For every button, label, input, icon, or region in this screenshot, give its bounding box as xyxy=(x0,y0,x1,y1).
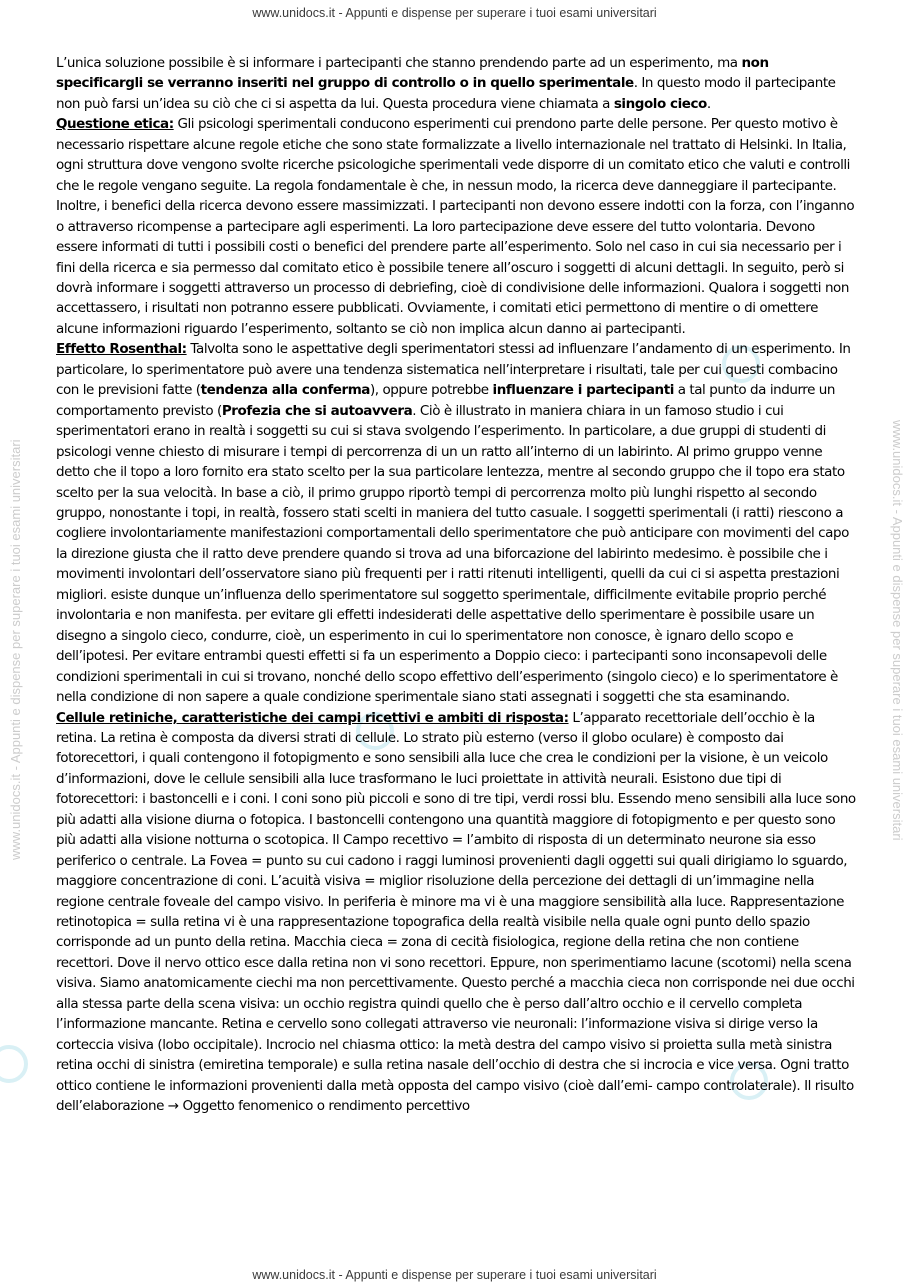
paragraph-text: . Ciò è illustrato in maniera chiara in un famoso studio i cui sperimentatori erano in realtà i soggetti su cui si stava svolgendo l’esperimento. In particolare, a due gruppi di studenti di psicologi venne chiesto di misurare i tempi di percorrenza di un un ratto all’interno di un labirinto. Al primo gruppo venne detto che il topo a loro fornito era stato scelto per la sua particolare lentezza, mentre al secondo gruppo che il topo era stato scelto per la sua velocità. In base a ciò, il primo gruppo riportò tempi di percorrenza molto più lunghi rispetto al secondo gruppo, nonostante i topi, in realtà, fossero stati scelti in maniera del tutto casuale. I soggetti sperimentali (i ratti) riescono a cogliere involontariamente manifestazioni comportamentali dello sperimentatore che può anticipare con movimenti del capo la direzione giusta che il ratto deve prendere quando si trova ad una biforcazione del labirinto medesimo. è possibile che i movimenti involontari dell’osservatore siano più frequenti per i ratti ritenuti intelligenti, quelli da cui ci si aspetta prestazioni migliori. esiste dunque un’influenza dello sperimentatore sul soggetto sperimentale, difficilmente evitabile proprio perché involontaria e non manifesta. per evitare gli effetti indesiderati delle aspettative dello sperimentare è possibile usare un disegno a singolo cieco, condurre, cioè, un esperimento in cui lo sperimentatore non conosce, è ignaro dello scopo e dell’ipotesi. Per evitare entrambi questi effetti si fa un esperimento a Doppio cieco: i partecipanti sono inconsapevoli delle condizioni sperimentali in cui si trovano, nonché dello scopo effettivo dell’esperimento (singolo cieco) e lo sperimentatore è nella condizione di non sapere a quale condizione sperimentale siano stati assegnati i soggetti che sta esaminando. xyxy=(56,402,849,706)
rosenthal-paragraph xyxy=(56,339,856,707)
page-header-watermark: www.unidocs.it - Appunti e dispense per superare i tuoi esami universitari xyxy=(252,6,657,20)
retina-paragraph xyxy=(56,708,856,1117)
paragraph-text: Talvolta sono le aspettative degli sperimentatori stessi ad influenzare l’andamento di un esperimento. In particolare, lo sperimentatore può avere una tendenza sistematica nell’interpretare i risultati, tale per cui questi combacino con le previsioni fatte ( xyxy=(56,341,851,399)
paragraph-text: L’unica soluzione possibile è si informare i partecipanti che stanno prendendo parte ad un esperimento, ma xyxy=(56,55,742,71)
paragraph-text: . xyxy=(706,95,711,112)
page-footer-watermark: www.unidocs.it - Appunti e dispense per superare i tuoi esami universitari xyxy=(252,1268,657,1282)
bold-text: tendenza alla conferma xyxy=(200,382,370,399)
side-watermark-right: www.unidocs.it - Appunti e dispense per superare i tuoi esami universitari xyxy=(890,420,905,841)
bold-text: Profezia che si autoavvera xyxy=(221,402,413,419)
section-heading-ethics: Questione etica: xyxy=(56,116,174,133)
paragraph-text: L’apparato recettoriale dell’occhio è la retina. La retina è composta da diversi strati di cellule. Lo strato più esterno (verso il globo oculare) è composto dai fotorecettori, i quali contengono il fotopigmento e sono sensibili alla luce che crea le condizioni per la visione, è un veicolo d’informazioni, dove le cellule sensibili alla luce trasformano le luci proiettate in attività neurali. Esistono due tipi di fotorecettori: i bastoncelli e i coni. I coni sono più piccoli e sono di tre tipi, verdi rossi blu. Essendo meno sensibili alla luce sono più adatti alla visione diurna o fotopica. I bastoncelli contengono una quantità maggiore di fotopigmento e per questo sono più adatti alla visione notturna o scotopica. Il Campo recettivo = l’ambito di risposta di un determinato neurone sia esso periferico o centrale. La Fovea = punto su cui cadono i raggi luminosi provenienti dagli oggetti sui quali dirigiamo lo sguardo, maggiore concentrazione di coni. L’acuità visiva = miglior risoluzione della percezione dei dettagli di un’immagine nella regione centrale foveale del campo visivo. In periferia è minore ma vi è una maggiore sensibilità alla luce. Rappresentazione retinotopica = sulla retina vi è una rappresentazione topografica della realtà visibile nella quale ogni punto dello spazio corrisponde ad un punto della retina. Macchia cieca = zona di cecità fisiologica, regione della retina che non contiene recettori. Dove il nervo ottico esce dalla retina non vi sono recettori. Eppure, non sperimentiamo lacune (scotomi) nella scena visiva. Siamo anatomicamente ciechi ma non percettivamente. Questo perché a macchia cieca non corrisponde nei due occhi alla stessa parte della scena visiva: un occhio registra quindi quello che è perso dall’altro occhio e il cervello completa l’informazione mancante. Retina e cervello sono collegati attraverso vie neuronali: l’informazione visiva si dirige verso la corteccia visiva (lobo occipitale). Incrocio nel chiasma ottico: la metà destra del campo visivo si proietta sulla metà sinistra retina occhi di sinistra (emiretina temporale) e sulla retina nasale dell’occhio di destra che si incrocia e vice versa. Ogni tratto ottico contiene le informazioni provenienti dalla metà opposta del campo visivo (cioè dall’emi- campo controlaterale). Il risulto dell’elaborazione → Oggetto fenomenico o rendimento percettivo xyxy=(56,709,856,1115)
intro-paragraph xyxy=(56,53,856,114)
paragraph-text: ), oppure potrebbe xyxy=(369,382,493,399)
bold-text: non specificargli se verranno inseriti nel gruppo di controllo o in quello sperimentale xyxy=(56,55,769,92)
bold-text: influenzare i partecipanti xyxy=(492,382,674,399)
section-heading-retina: Cellule retiniche, caratteristiche dei campi ricettivi e ambiti di risposta: xyxy=(56,709,569,726)
paragraph-text: a tal punto da indurre un comportamento previsto ( xyxy=(56,382,836,419)
side-watermark-left: www.unidocs.it - Appunti e dispense per superare i tuoi esami universitari xyxy=(8,439,23,860)
paragraph-text: . In questo modo il partecipante non può farsi un’idea su ciò che ci si aspetta da lui. Questa procedura viene chiamata a xyxy=(56,75,836,112)
ethics-paragraph xyxy=(56,114,856,339)
bold-text: singolo cieco xyxy=(613,95,707,112)
watermark-logo-icon xyxy=(0,1045,28,1083)
document-body xyxy=(56,53,856,1117)
section-heading-rosenthal: Effetto Rosenthal: xyxy=(56,341,187,358)
paragraph-text: Gli psicologi sperimentali conducono esperimenti cui prendono parte delle persone. Per questo motivo è necessario rispettare alcune regole etiche che sono state formalizzate a livello internazionale nel trattato di Helsinki. In Italia, ogni struttura dove vengono svolte ricerche psicologiche sperimentali vede disporre di un comitato etico che valuti e controlli che le regole vengano seguite. La regola fondamentale è che, in nessun modo, la ricerca deve danneggiare il partecipante. Inoltre, i benefici della ricerca devono essere massimizzati. I partecipanti non devono essere indotti con la forza, con l’inganno o attraverso ricompense a partecipare agli esperimenti. La loro partecipazione deve essere del tutto volontaria. Devono essere informati di tutti i possibili costi o benefici del prendere parte all’esperimento. Solo nel caso in cui sia necessario per i fini della ricerca e sia permesso dal comitato etico è possibile tenere all’oscuro i soggetti di alcuni dettagli. In seguito, però si dovrà informare i soggetti attraverso un processo di debriefing, cioè di condivisione delle informazioni. Qualora i soggetti non accettassero, i risultati non potranno essere pubblicati. Ovviamente, i comitati etici permettono di mentire o di omettere alcune informazioni riguardo l’esperimento, soltanto se ciò non implica alcun danno ai partecipanti. xyxy=(56,116,855,337)
